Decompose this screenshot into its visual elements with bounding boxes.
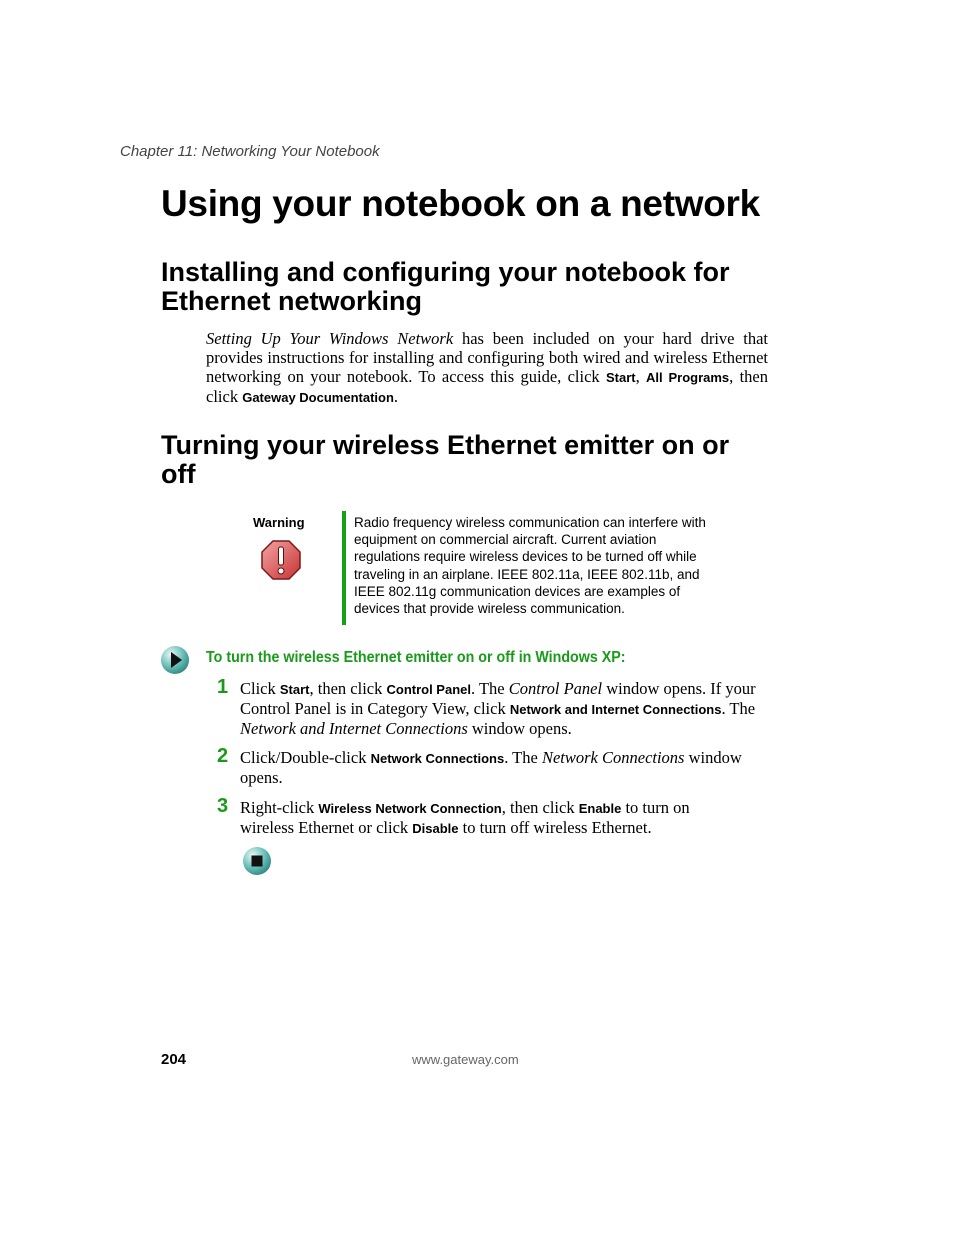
section-heading-wireless	[161, 431, 781, 489]
text: . The	[721, 699, 756, 718]
section-heading-ethernet	[161, 258, 781, 316]
page-title: Using your notebook on a network	[161, 183, 760, 224]
ui-term-network-connections: Network Connections	[370, 751, 505, 766]
warning-label: Warning	[253, 515, 305, 530]
window-name: Network and Internet Connections	[240, 719, 468, 738]
window-name: Control Panel	[508, 679, 603, 698]
text: , then click	[309, 679, 387, 698]
text: ,	[635, 367, 647, 386]
ui-term-start: Start	[605, 370, 636, 385]
running-header: Chapter 11: Networking Your Notebook	[120, 143, 380, 160]
ui-term-network-internet: Network and Internet Connections	[509, 702, 722, 717]
footer-url: www.gateway.com	[412, 1052, 519, 1067]
text: .	[393, 387, 399, 406]
stop-square-icon	[242, 846, 272, 876]
text: , then click	[206, 367, 769, 406]
page-number: 204	[161, 1051, 187, 1068]
ui-term-control-panel: Control Panel	[386, 682, 471, 697]
text: window opens.	[240, 748, 742, 787]
heading-line: Installing and configuring your notebook for	[161, 257, 730, 287]
step-text	[240, 679, 780, 738]
procedure-title: To turn the wireless Ethernet emitter on or off in Windows XP:	[206, 649, 626, 666]
warning-text: Radio frequency wireless communication can interfere with equipment on commercial aircraft. Current aviation regulations require wireless devices to be turned off while traveling in an airplane. IEEE 802.11a, IEEE 802.11b, and IEEE 802.11g communication devices are examples of devices that provide wireless communication.	[354, 515, 706, 617]
warning-bar	[342, 511, 346, 625]
text: Click/Double-click	[240, 748, 371, 767]
step-number: 1	[217, 676, 229, 698]
step-text	[240, 748, 780, 787]
guide-title: Setting Up Your Windows Network	[206, 329, 454, 348]
ui-term-start: Start	[279, 682, 310, 697]
text: . The	[504, 748, 542, 767]
text: has been included on your hard drive that provides instructions for installing and configuring both wired and wireless Ethernet networking on your notebook. To access this guide, click	[206, 329, 768, 386]
ui-term-wireless-network-connection: Wireless Network Connection	[318, 801, 502, 816]
intro-paragraph	[206, 329, 768, 407]
ui-term-enable: Enable	[578, 801, 622, 816]
arrow-right-icon	[160, 645, 190, 675]
text: Right-click	[240, 798, 319, 817]
text: window opens.	[467, 719, 572, 738]
warning-octagon-icon	[260, 539, 302, 581]
text: , then click	[501, 798, 579, 817]
text: . The	[471, 679, 509, 698]
text: Click	[240, 679, 280, 698]
ui-term-disable: Disable	[412, 821, 459, 836]
text: to turn on wireless Ethernet or click	[240, 798, 690, 837]
step-number: 2	[217, 745, 229, 767]
heading-line: Ethernet networking	[161, 286, 423, 316]
text: window opens. If your Control Panel is in Category View, click	[240, 679, 756, 718]
heading-line: Turning your wireless Ethernet emitter on or	[161, 430, 730, 460]
ui-term-all-programs: All Programs	[646, 370, 730, 385]
step-number: 3	[217, 795, 229, 817]
window-name: Network Connections	[541, 748, 685, 767]
ui-term-gateway-documentation: Gateway Documentation	[242, 390, 394, 405]
heading-line: off	[161, 459, 196, 489]
step-text	[240, 798, 745, 838]
text: to turn off wireless Ethernet.	[458, 818, 652, 837]
